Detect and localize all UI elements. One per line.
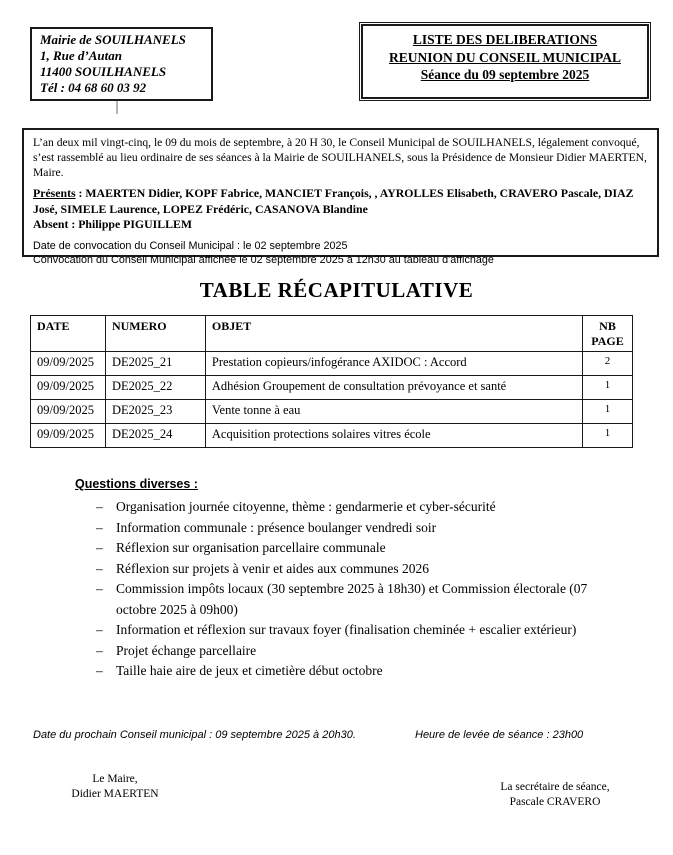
cell-objet: Adhésion Groupement de consultation prévoyance et santé xyxy=(205,376,582,400)
address-line: 11400 SOUILHANELS xyxy=(40,64,167,79)
presents-names: : MAERTEN Didier, KOPF Fabrice, MANCIET François, , AYROLLES Elisabeth, CRAVERO Pascale, DIAZ José, SIMELE Laurence, LOPEZ Frédéric, CASANOVA Blandine xyxy=(33,186,634,216)
questions-diverses-list xyxy=(96,497,624,682)
cell-nb-page: 1 xyxy=(582,400,632,424)
title-line: Séance du 09 septembre 2025 xyxy=(420,67,590,82)
connector-line xyxy=(116,101,118,114)
cell-objet: Acquisition protections solaires vitres école xyxy=(205,424,582,448)
convocation-date-line: Date de convocation du Conseil Municipal : le 02 septembre 2025 xyxy=(33,239,348,252)
table-header-row xyxy=(31,316,633,352)
cell-nb-page: 2 xyxy=(582,352,632,376)
cell-date: 09/09/2025 xyxy=(31,352,106,376)
col-header-numero: NUMERO xyxy=(105,316,205,352)
list-item xyxy=(96,497,624,518)
cell-objet: Prestation copieurs/infogérance AXIDOC : Accord xyxy=(205,352,582,376)
col-header-objet: OBJET xyxy=(205,316,582,352)
address-line: 1, Rue d’Autan xyxy=(40,48,122,63)
dash-bullet: – xyxy=(96,642,103,658)
list-item-text: Réflexion sur projets à venir et aides aux communes 2026 xyxy=(116,560,430,576)
list-item-text: Projet échange parcellaire xyxy=(116,642,257,658)
list-item xyxy=(96,661,624,682)
secretary-signature-block xyxy=(480,780,630,810)
list-item-text: Taille haie aire de jeux et cimetière début octobre xyxy=(116,663,383,678)
dash-bullet: – xyxy=(96,581,103,596)
dash-bullet: – xyxy=(96,560,103,576)
list-item-text: Organisation journée citoyenne, thème : gendarmerie et cyber-sécurité xyxy=(116,499,496,514)
cell-numero: DE2025_21 xyxy=(105,352,205,376)
next-meeting-date: Date du prochain Conseil municipal : 09 septembre 2025 à 20h30. xyxy=(33,729,356,741)
cell-numero: DE2025_24 xyxy=(105,424,205,448)
table-row xyxy=(31,400,633,424)
deliberations-table xyxy=(30,315,633,448)
list-item xyxy=(96,538,624,559)
table-row xyxy=(31,376,633,400)
presents-label: Présents xyxy=(33,186,76,200)
session-opening-paragraph: L’an deux mil vingt-cinq, le 09 du mois de septembre, à 20 H 30, le Conseil Municipal de SOUILHANELS, légalement convoqué, s’est rassemblé au lieu ordinaire de ses séances à la Mairie de SOUILHANELS, sous la Présidence de Monsieur Didier MAERTEN, Maire. xyxy=(33,136,647,179)
cell-numero: DE2025_23 xyxy=(105,400,205,424)
title-line: LISTE DES DELIBERATIONS xyxy=(412,32,598,47)
list-item xyxy=(96,518,624,539)
dash-bullet: – xyxy=(96,540,103,555)
deliberations-title-box xyxy=(359,22,651,101)
address-line: Tél : 04 68 60 03 92 xyxy=(40,80,147,95)
list-item xyxy=(96,620,624,641)
list-item-text: Réflexion sur organisation parcellaire communale xyxy=(116,540,386,555)
list-item xyxy=(96,641,624,662)
deliberations-title-inner xyxy=(361,24,649,99)
signature-role: La secrétaire de séance, xyxy=(500,781,610,793)
dash-bullet: – xyxy=(96,622,103,637)
dash-bullet: – xyxy=(96,663,103,678)
cell-date: 09/09/2025 xyxy=(31,424,106,448)
list-item-text: Commission impôts locaux (30 septembre 2025 à 18h30) et Commission électorale (07 octobre 2025 à 09h00) xyxy=(116,581,588,617)
page-title: TABLE RÉCAPITULATIVE xyxy=(199,278,474,302)
list-item xyxy=(96,579,624,620)
session-intro-box xyxy=(22,128,659,266)
dash-bullet: – xyxy=(96,519,103,535)
session-end-time: Heure de levée de séance : 23h00 xyxy=(415,729,584,741)
address-line: Mairie de SOUILHANELS xyxy=(40,32,186,47)
convocation-block xyxy=(33,239,648,267)
cell-numero: DE2025_22 xyxy=(105,376,205,400)
cell-nb-page: 1 xyxy=(582,376,632,400)
table-row xyxy=(31,352,633,376)
signature-role: Le Maire, xyxy=(92,773,138,785)
col-header-date: DATE xyxy=(31,316,106,352)
dash-bullet: – xyxy=(96,499,103,514)
table-row xyxy=(31,424,633,448)
cell-nb-page: 1 xyxy=(582,424,632,448)
list-item-text: Information et réflexion sur travaux foyer (finalisation cheminée + escalier extérieur) xyxy=(116,622,577,637)
mayor-signature-block xyxy=(40,772,190,802)
presents-line xyxy=(33,186,648,217)
list-item xyxy=(96,559,624,580)
title-line: REUNION DU CONSEIL MUNICIPAL xyxy=(389,49,621,65)
mairie-address-box xyxy=(30,27,213,101)
cell-objet: Vente tonne à eau xyxy=(205,400,582,424)
absent-line: Absent : Philippe PIGUILLEM xyxy=(33,217,192,231)
signature-name: Didier MAERTEN xyxy=(71,788,159,800)
convocation-posted-line: Convocation du Conseil Municipal affichée le 02 septembre 2025 à 12h30 au tableau d'affichage xyxy=(33,253,494,266)
signature-name: Pascale CRAVERO xyxy=(509,796,601,808)
cell-date: 09/09/2025 xyxy=(31,400,106,424)
questions-diverses-heading: Questions diverses : xyxy=(75,477,198,491)
list-item-text: Information communale : présence boulanger vendredi soir xyxy=(116,519,437,535)
col-header-nb-page: NB PAGE xyxy=(582,316,632,352)
cell-date: 09/09/2025 xyxy=(31,376,106,400)
